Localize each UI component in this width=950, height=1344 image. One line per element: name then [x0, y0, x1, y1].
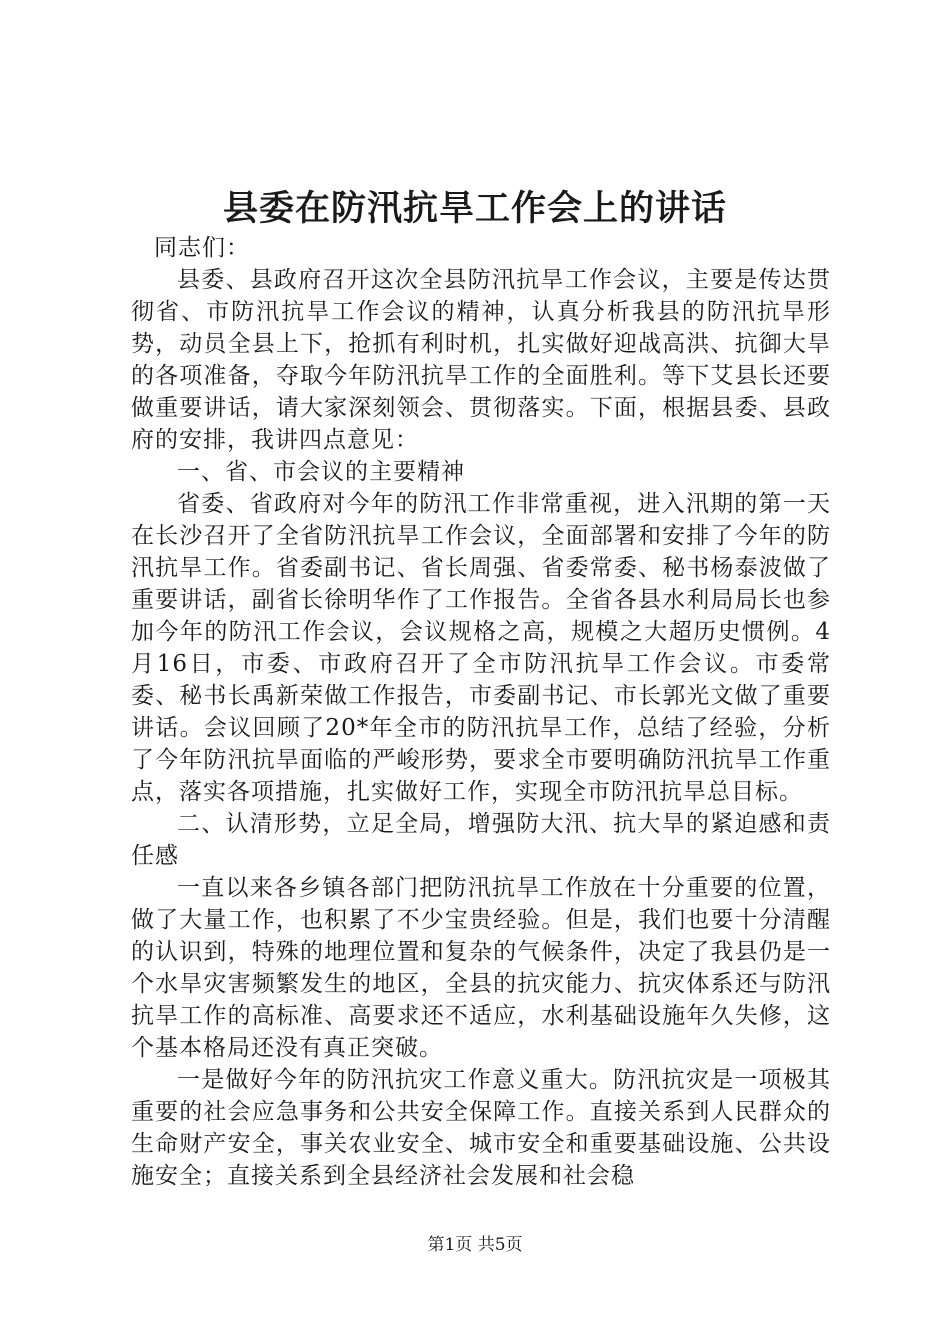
salutation: 同志们： [154, 235, 250, 261]
paragraph-intro: 县委、县政府召开这次全县防汛抗旱工作会议，主要是传达贯彻省、市防汛抗旱工作会议的精神，认真分析我县的防汛抗旱形势，动员全县上下，抢抓有利时机，扎实做好迎战高洪、抗御大旱的各项准备，夺取今年防汛抗旱工作的全面胜利。等下艾县长还要做重要讲话，请大家深刻领会、贯彻落实。下面，根据县委、县政府的安排，我讲四点意见： [131, 267, 831, 453]
document-title: 县委在防汛抗旱工作会上的讲话 [222, 188, 727, 229]
paragraph-section-1: 省委、省政府对今年的防汛工作非常重视，进入汛期的第一天在长沙召开了全省防汛抗旱工作会议，全面部署和安排了今年的防汛抗旱工作。省委副书记、省长周强、省委常委、秘书杨泰波做了重要讲话，副省长徐明华作了工作报告。全省各县水利局局长也参加今年的防汛工作会议，会议规格之高，规模之大超历史惯例。4月16日，市委、市政府召开了全市防汛抗旱工作会议。市委常委、秘书长禹新荣做工作报告，市委副书记、市长郭光文做了重要讲话。会议回顾了20*年全市的防汛抗旱工作，总结了经验，分析了今年防汛抗旱面临的严峻形势，要求全市要明确防汛抗旱工作重点，落实各项措施，扎实做好工作，实现全市防汛抗旱总目标。 [131, 491, 831, 805]
page-footer: 第1页 共5页 [427, 1235, 523, 1255]
paragraph-point-1: 一是做好今年的防汛抗灾工作意义重大。防汛抗灾是一项极其重要的社会应急事务和公共安全保障工作。直接关系到人民群众的生命财产安全，事关农业安全、城市安全和重要基础设施、公共设施安全；直接关系到全县经济社会发展和社会稳 [131, 1067, 831, 1189]
section-heading-1: 一、省、市会议的主要精神 [177, 459, 465, 485]
document-body [131, 232, 831, 1192]
section-heading-2: 二、认清形势，立足全局，增强防大汛、抗大旱的紧迫感和责任感 [131, 811, 831, 869]
paragraph-section-2: 一直以来各乡镇各部门把防汛抗旱工作放在十分重要的位置，做了大量工作，也积累了不少宝贵经验。但是，我们也要十分清醒的认识到，特殊的地理位置和复杂的气候条件，决定了我县仍是一个水旱灾害频繁发生的地区，全县的抗灾能力、抗灾体系还与防汛抗旱工作的高标准、高要求还不适应，水利基础设施年久失修，这个基本格局还没有真正突破。 [131, 875, 831, 1061]
